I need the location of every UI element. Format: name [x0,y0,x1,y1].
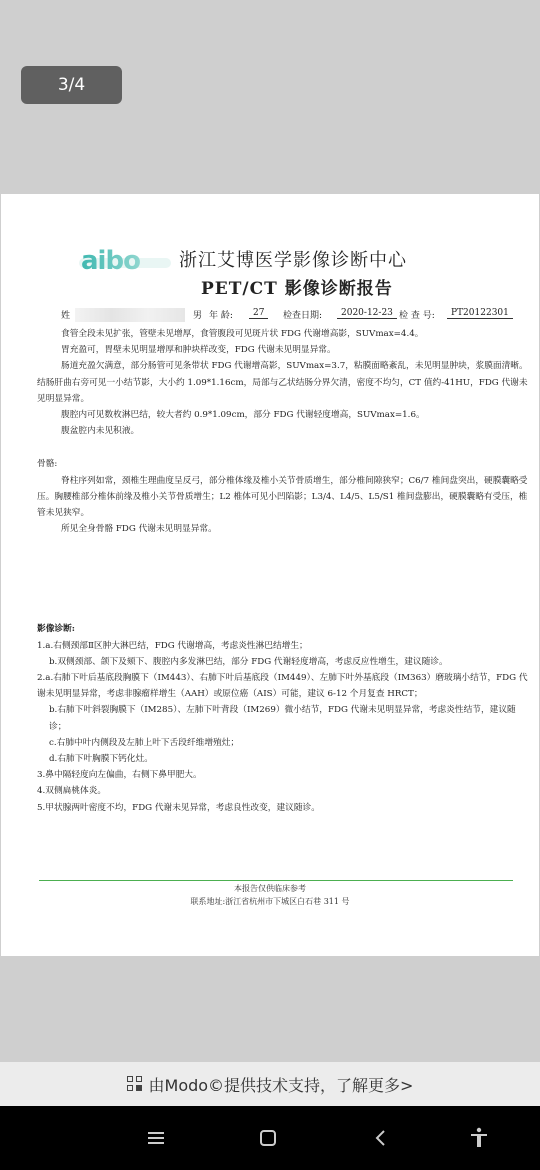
org-name: 浙江艾博医学影像诊断中心 [179,250,407,271]
name-label: 姓 [61,311,71,321]
age-value: 27 [249,308,268,319]
diagnosis-section [37,621,533,815]
report-page [1,194,539,956]
date-value: 2020-12-23 [337,308,397,319]
id-value: PT20122301 [447,308,513,319]
diagnosis-item: 3.鼻中隔轻度向左偏曲，右侧下鼻甲肥大。 [37,770,202,781]
home-icon[interactable] [256,1126,280,1150]
logo-text: aibo [81,246,140,276]
finding-paragraph: 肠道充盈欠满意，部分肠管可见条带状 FDG 代谢增高影，SUVmax=3.7，粘膜面略紊乱，未见明显肿块，浆膜面清晰。结肠肝曲右旁可见一小结节影，大小约 1.09*1.16cm，局部与乙状结肠分界欠清，密度不均匀，CT 值约-41HU，FDG 代谢未见明显异常。 [37,361,528,404]
diagnosis-item: b.右肺下叶斜裂胸膜下（IM285）、左肺下叶背段（IM269）微小结节，FDG 代谢未见明显异常，考虑炎性结节，建议随诊； [49,705,516,732]
modo-promo-text[interactable]: 由Modo©提供技术支持，了解更多> [148,1075,414,1095]
finding-paragraph: 胃充盈可，胃壁未见明显增厚和肿块样改变，FDG 代谢未见明显异常。 [61,345,336,356]
diagnosis-item: 2.a.右肺下叶后基底段胸膜下（IM443）、右肺下叶后基底段（IM449）、左肺下叶外基底段（IM363）磨玻璃小结节，FDG 代谢未见明显异常，考虑非腺瘤样增生（AAH）或原位癌（AIS）可能，建议 6-12 个月复查 HRCT； [37,673,528,700]
qr-code-icon [127,1076,143,1092]
id-label: 检 查 号: [399,311,435,321]
modo-promo-banner[interactable] [0,1062,540,1106]
bone-paragraph: 所见全身骨骼 FDG 代谢未见明显异常。 [61,524,217,535]
age-label: 年 龄: [209,311,233,321]
diagnosis-item: c.右肺中叶内侧段及左肺上叶下舌段纤维增殖灶； [49,737,240,748]
page-indicator[interactable]: 3/4 [21,66,122,104]
bone-paragraph: 脊柱序列如常，颈椎生理曲度呈反弓，部分椎体缘及椎小关节骨质增生，部分椎间隙狭窄；C6/7 椎间盘突出，硬膜囊略受压。胸腰椎部分椎体前缘及椎小关节骨质增生；L2 椎体可见小凹陷影；L3/4、L4/5、L5/S1 椎间盘膨出，硬膜囊略有受压，椎管未见狭窄。 [37,475,528,519]
report-body [37,326,533,816]
center-logo [79,244,171,276]
diagnosis-item: b.双侧颈部、颌下及颏下、腹腔内多发淋巴结，部分 FDG 代谢轻度增高，考虑反应性增生，建议随诊。 [49,656,448,667]
report-footer [1,882,539,908]
diagnosis-item: d.右肺下叶胸膜下钙化灶。 [49,754,153,765]
finding-paragraph: 食管全段未见扩张，管壁未见增厚，食管腹段可见斑片状 FDG 代谢增高影，SUVmax=4.4。 [61,329,424,339]
report-title: PET/CT 影像诊断报告 [201,279,393,299]
diagnosis-item: 1.a.右侧颈部Ⅱ区肿大淋巴结，FDG 代谢增高，考虑炎性淋巴结增生； [37,640,308,651]
footer-divider [39,880,513,881]
accessibility-icon[interactable] [467,1126,491,1150]
diagnosis-item: 4.双侧扁桃体炎。 [37,786,107,797]
bone-heading: 骨骼: [37,459,58,470]
finding-paragraph: 腹盆腔内未见积液。 [61,426,140,437]
finding-paragraph: 腹腔内可见数枚淋巴结，较大者约 0.9*1.09cm，部分 FDG 代谢轻度增高，SUVmax=1.6。 [61,410,425,421]
sex-value: 男 [193,311,203,321]
footer-address: 联系地址:浙江省杭州市下城区白石巷 311 号 [190,897,350,906]
footer-note: 本报告仅供临床参考 [234,884,306,893]
diagnosis-heading: 影像诊断: [37,624,75,635]
back-icon[interactable] [369,1126,393,1150]
patient-info [61,308,521,322]
system-nav-bar [0,1106,540,1170]
date-label: 检查日期: [283,311,323,321]
diagnosis-item: 5.甲状腺两叶密度不均，FDG 代谢未见异常，考虑良性改变，建议随诊。 [37,802,320,813]
redacted-name [75,308,185,322]
menu-icon[interactable] [144,1126,168,1150]
